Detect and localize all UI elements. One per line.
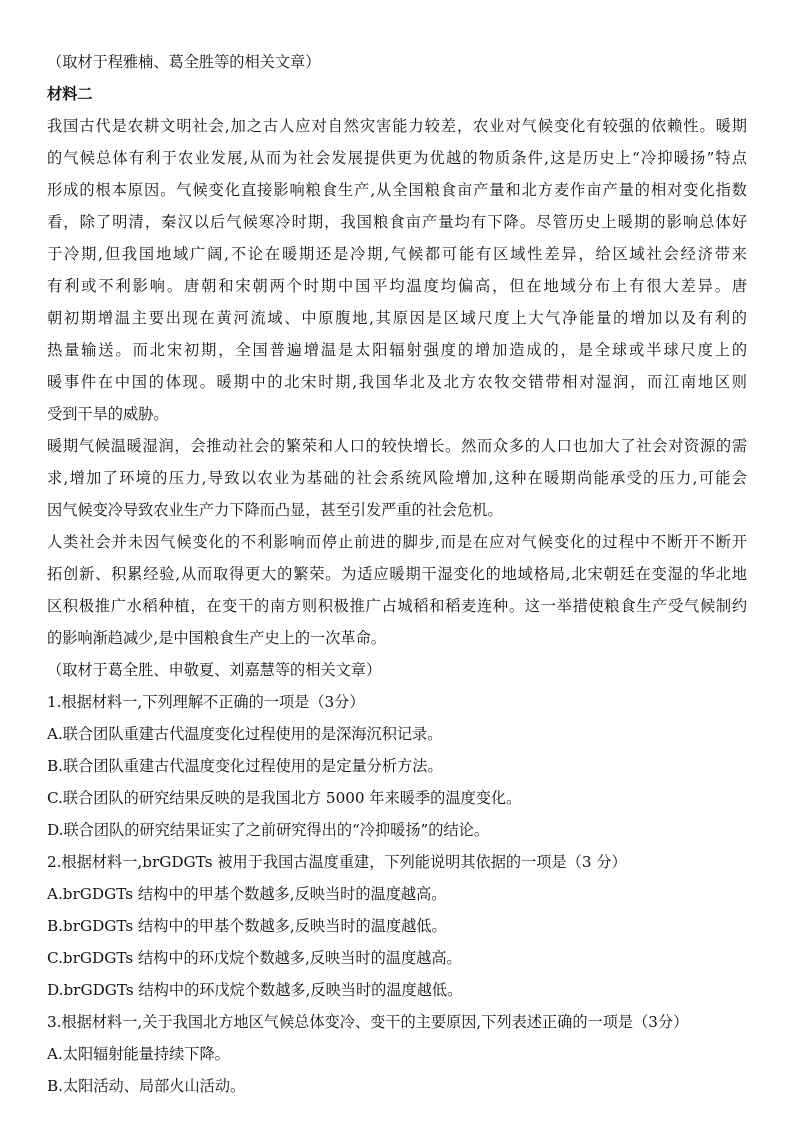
question-stem: 2.根据材料一,brGDGTs 被用于我国古温度重建，下列能说明其依据的一项是（3 分） (47, 853, 627, 871)
question-stem: 3.根据材料一,关于我国北方地区气候总体变冷、变干的主要原因,下列表述正确的一项是（3分） (47, 1013, 689, 1031)
paragraph-line: 受到干旱的威胁。 (47, 405, 169, 423)
option-b: B.太阳活动、局部火山活动。 (47, 1077, 246, 1095)
option-a: A.联合团队重建古代温度变化过程使用的是深海沉积记录。 (47, 725, 443, 743)
source-citation-1: （取材于程雅楠、葛全胜等的相关文章） (47, 53, 321, 71)
paragraph-line: 有利或不利影响。唐朝和宋朝两个时期中国平均温度均偏高，但在地域分布上有很大差异。唐 (47, 277, 747, 295)
option-a: A.太阳辐射能量持续下降。 (47, 1045, 230, 1063)
paragraph-line: 的气候总体有利于农业发展,从而为社会发展提供更为优越的物质条件,这是历史上“冷抑暖扬”特点 (47, 149, 747, 167)
paragraph-line: 拓创新、积累经验,从而取得更大的繁荣。为适应暖期干湿变化的地域格局,北宋朝廷在变湿的华北地 (47, 565, 747, 583)
option-c: C.联合团队的研究结果反映的是我国北方 5000 年来暖季的温度变化。 (47, 789, 522, 807)
option-c: C.brGDGTs 结构中的环戊烷个数越多,反映当时的温度越高。 (47, 949, 462, 967)
paragraph-line: 朝初期增温主要出现在黄河流域、中原腹地,其原因是区域尺度上大气净能量的增加以及有利的 (47, 309, 747, 327)
paragraph-line: 形成的根本原因。气候变化直接影响粮食生产,从全国粮食亩产量和北方麦作亩产量的相对变化指数 (47, 181, 747, 199)
paragraph-line: 于冷期,但我国地域广阔,不论在暖期还是冷期,气候都可能有区域性差异，给区域社会经济带来 (47, 245, 747, 263)
paragraph-line: 热量输送。而北宋初期，全国普遍增温是太阳辐射强度的增加造成的，是全球或半球尺度上的 (47, 341, 747, 359)
paragraph-line: 区积极推广水稻种植，在变干的南方则积极推广占城稻和稻麦连种。这一举措使粮食生产受气候制约 (47, 597, 747, 615)
paragraph-line: 看，除了明清，秦汉以后气候寒冷时期，我国粮食亩产量均有下降。尽管历史上暖期的影响总体好 (47, 213, 747, 231)
material-two-heading: 材料二 (47, 85, 93, 103)
paragraph-line: 的影响渐趋减少,是中国粮食生产史上的一次革命。 (47, 629, 386, 647)
source-citation-2: （取材于葛全胜、申敬夏、刘嘉慧等的相关文章） (47, 661, 382, 679)
paragraph-line: 暖事件在中国的体现。暖期中的北宋时期,我国华北及北方农牧交错带相对湿润，而江南地区则 (47, 373, 747, 391)
question-stem: 1.根据材料一,下列理解不正确的一项是（3分） (47, 693, 365, 711)
paragraph-line: 求,增加了环境的压力,导致以农业为基础的社会系统风险增加,这种在暖期尚能承受的压力,可能会 (47, 469, 747, 487)
option-b: B.brGDGTs 结构中的甲基个数越多,反映当时的温度越低。 (47, 917, 447, 935)
option-b: B.联合团队重建古代温度变化过程使用的是定量分析方法。 (47, 757, 443, 775)
option-d: D.联合团队的研究结果证实了之前研究得出的“冷抑暖扬”的结论。 (47, 821, 490, 839)
paragraph-line: 我国古代是农耕文明社会,加之古人应对自然灾害能力较差，农业对气候变化有较强的依赖性。暖期 (47, 117, 747, 135)
paragraph-line: 暖期气候温暖湿润，会推动社会的繁荣和人口的较快增长。然而众多的人口也加大了社会对资源的需 (47, 437, 747, 455)
paragraph-line: 因气候变冷导致农业生产力下降而凸显，甚至引发严重的社会危机。 (47, 501, 503, 519)
option-a: A.brGDGTs 结构中的甲基个数越多,反映当时的温度越高。 (47, 885, 447, 903)
option-d: D.brGDGTs 结构中的环戊烷个数越多,反映当时的温度越低。 (47, 981, 463, 999)
paragraph-line: 人类社会并未因气候变化的不利影响而停止前进的脚步,而是在应对气候变化的过程中不断开不断开 (47, 533, 747, 551)
